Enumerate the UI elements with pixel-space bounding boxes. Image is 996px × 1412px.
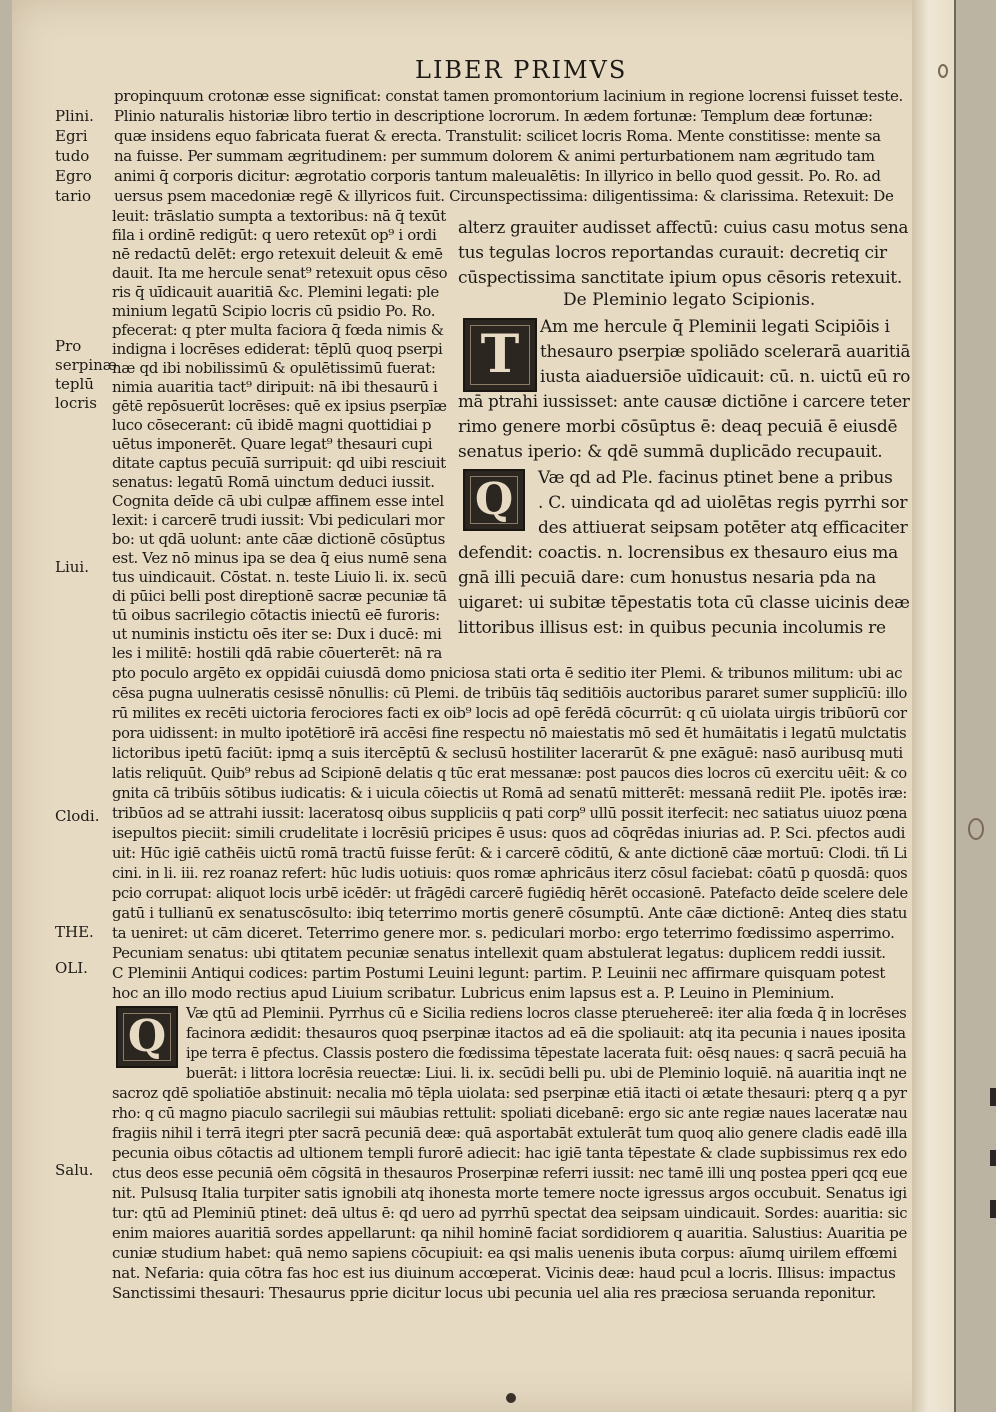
edge-mark	[990, 1200, 996, 1218]
gutter	[912, 0, 954, 1412]
text-line: fila i ordinē redigūt: q uero retexūt op⁹ i ordi	[112, 226, 437, 244]
text-line: nē redactū delēt: ergo retexuit deleuit & emē	[112, 245, 443, 263]
text-line: pto poculo argēto ex oppidāi cuiusdā domo pniciosa stati orta ē seditio iter Plemi. & tribunos militum: ubi ac	[112, 664, 903, 682]
text-line: Am me hercule q̄ Pleminii legati Scipiōis i	[540, 317, 890, 337]
margin-note: Pro	[55, 337, 82, 355]
text-line: defendit: coactis. n. locrensibus ex thesauro eius ma	[458, 543, 898, 563]
text-line: alterz grauiter audisset affectū: cuius casu motus sena	[458, 218, 909, 238]
margin-note: Egro	[55, 167, 92, 185]
text-line: Cognita deīde cā ubi culpæ affinem esse intel	[112, 492, 444, 510]
text-line: est. Vez nō minus ipa se dea q̄ eius numē sena	[112, 549, 447, 567]
text-line: luco cōsecerant: cū ibidē magni quottidiai p	[112, 416, 432, 434]
text-line: fragiis nihil i terrā itegri pter sacrā pecuniā deæ: quā asportabāt extulerāt tum quoq alio genere cladis eadē illa	[112, 1124, 908, 1142]
wormhole	[938, 64, 948, 78]
wormhole	[968, 818, 984, 840]
text-line: rimo genere morbi cōsūptus ē: deaq pecuiā ē eiusdē	[458, 417, 898, 437]
text-line: ut numinis instictu oēs iter se: Dux i ducē: mi	[112, 625, 442, 643]
text-line: pfecerat: q pter multa faciora q̄ fœda nimis &	[112, 321, 444, 339]
margin-note: tudo	[55, 147, 90, 165]
margin-note: Plini.	[55, 107, 94, 125]
text-line: . C. uindicata qd ad uiolētas regis pyrrhi sor	[538, 493, 908, 513]
text-line: ipe terra ē pfectus. Classis postero die fœdissima tēpestate lacerata fuit: oēsq naues: q sacrā pecuiā ha	[186, 1044, 907, 1062]
text-line: senatus iperio: & qdē summā duplicādo recupauit.	[458, 442, 883, 462]
margin-note: serpinæ	[55, 356, 117, 374]
text-line: ris q̄ uīdicauit auaritiā &c. Plemini legati: ple	[112, 283, 439, 301]
text-line: isepultos pieciit: simili crudelitate i locrēsiū pricipes ē usus: quos ad cōqrēdas iniurias ad. P. Sci. pfectos audi	[112, 824, 906, 842]
text-line: C Pleminii Antiqui codices: partim Postumi Leuini legunt: partim. P. Leuinii nec affirmare quisquam potest	[112, 964, 886, 982]
margin-note: THE.	[55, 923, 94, 941]
margin-note: Salu.	[55, 1161, 94, 1179]
text-line: ditate captus pecuīā surripuit: qd uibi resciuit	[112, 454, 446, 472]
text-line: cini. in li. iii. rez roanaz refert: hūc ludis uotiuis: quos romæ aphricāus iterz cōsul faciebat: cōatū p quosdā: quos	[112, 864, 908, 882]
text-line: uigaret: ui subitæ tēpestatis tota cū classe uicinis deæ	[458, 593, 910, 613]
margin-note: teplū	[55, 375, 94, 393]
text-line: leuit: trāslatio sumpta a textoribus: nā q̄ texūt	[112, 207, 446, 225]
ink-blot	[506, 1393, 516, 1403]
text-line: rū milites ex recēti uictoria ferociores facti ex oib⁹ locis ad opē ferēdā cōcurrūt: q cū uiolata uirgis tribūorū cor	[112, 704, 907, 722]
edge-mark	[990, 1088, 996, 1106]
decorated-initial	[116, 1006, 178, 1068]
text-line: buerāt: i littora locrēsia reuectæ: Liui. li. ix. secūdi belli pu. ubi de Pleminio loquiē. nā auaritia inqt ne	[186, 1064, 907, 1082]
margin-note: Liui.	[55, 558, 89, 576]
text-line: na fuisse. Per summam ægritudinem: per summum dolorem & animi perturbationem nam ægritudo tam	[114, 147, 875, 165]
initial-letter: T	[480, 324, 520, 385]
text-line: ctus deos esse pecuniā oēm cōgsitā in thesauros Proserpinæ referri iussit: nec tamē illi unq postea pperi qcq eue	[112, 1164, 908, 1182]
text-line: des attiuerat seipsam potēter atq efficaciter	[538, 518, 908, 538]
text-line: gnā illi pecuiā dare: cum honustus nesaria pda na	[458, 568, 877, 588]
text-line: cēsa pugna uulneratis cesissē nōnullis: cū Plemi. de tribūis tāq seditiōis auctoribus pararet sumer supplicīū: illo	[112, 684, 908, 702]
text-line: Sanctissimi thesauri: Thesaurus pprie dicitur locus ubi pecunia uel alia res præciosa seruanda reponitur.	[112, 1284, 876, 1302]
page-edge	[954, 0, 956, 1412]
text-line: gnita cā tribūis sōtibus iudicatis: & i uicula cōiectis ut Romā ad senatū mitterēt: messanā rediit Ple. ipotēs iræ:	[112, 784, 908, 802]
text-line: dauit. Ita me hercule senat⁹ retexuit opus cēso	[112, 264, 448, 282]
running-header: LIBER PRIMVS	[415, 56, 628, 84]
text-line: quæ insidens equo fabricata fuerat & erecta. Transtulit: scilicet locris Roma. Mente constitisse: mente sa	[114, 127, 881, 145]
text-line: enim maiores auaritiā sordes appellarunt: qa nihil hominē faciat sordidiorem q auaritia. Salustius: Auaritia pe	[112, 1224, 907, 1242]
text-line: tū oibus sacrilegio cōtactis iniectū eē furoris:	[112, 606, 440, 624]
section-heading: De Pleminio legato Scipionis.	[563, 290, 816, 310]
margin-note: OLI.	[55, 959, 88, 977]
text-line: tribūos ad se attrahi iussit: laceratosq oibus suppliciis q pati corp⁹ ullū possit iterfecit: nec satiatus uiuoz pœna	[112, 804, 908, 822]
text-line: næ qd ibi nobilissimū & opulētissimū fuerat:	[112, 359, 436, 377]
text-line: Plinio naturalis historiæ libro tertio in descriptione locrorum. In ædem fortunæ: Templum deæ fortunæ:	[114, 107, 873, 125]
margin-note: tario	[55, 187, 91, 205]
text-line: Væ qd ad Ple. facinus ptinet bene a pribus	[538, 468, 893, 488]
decorated-initial	[463, 469, 525, 531]
text-line: sacroz qdē spoliatiōe abstinuit: necalia mō tēpla uiolata: sed pserpinæ etiā itacti oi ætate thesauri: pterq q a pyr	[112, 1084, 907, 1102]
margin-note: Clodi.	[55, 807, 100, 825]
text-line: Pecuniam senatus: ubi qtitatem pecuniæ senatus intellexit quam abstulerat legatus: duplicem reddi iussit.	[112, 944, 886, 962]
text-line: ta ueniret: ut cām diceret. Teterrimo genere mor. s. pediculari morbo: ergo teterrimo fœdissimo asperrimo.	[112, 924, 895, 942]
text-line: senatus: legatū Romā uinctum deduci iussit.	[112, 473, 435, 491]
text-line: lictoribus ipetū faciūt: ipmq a suis itercēptū & seclusū hostiliter lacerarūt & pne exāguē: nasō auribusq muti	[112, 744, 903, 762]
text-line: indigna i locrēses ediderat: tēplū quoq pserpi	[112, 340, 443, 358]
text-line: mā ptrahi iussisset: ante causæ dictiōne i carcere teter	[458, 392, 910, 412]
edge-mark	[990, 1150, 996, 1166]
text-line: les i militē: hostili qdā rabie cōuerterēt: nā ra	[112, 644, 442, 662]
text-line: littoribus illisus est: in quibus pecunia incolumis re	[458, 618, 886, 638]
margin-note: Egri	[55, 127, 88, 145]
text-line: hoc an illo modo rectius apud Liuium scribatur. Lubricus enim lapsus est a. P. Leuino in Pleminium.	[112, 984, 835, 1002]
text-line: pecunia oibus cōtactis ad ultionem templi furorē adiecit: hac igiē tanta tēpestate & clade supbissimus rex edo	[112, 1144, 907, 1162]
text-line: gatū i tullianū ex senatuscōsulto: ibiq teterrimo mortis generē cōsumptū. Ante cāæ dictionē: Anteq dies statu	[112, 904, 908, 922]
text-line: tur: qtū ad Pleminiū ptinet: deā ultus ē: qd uero ad pyrrhū spectat dea seipsam uindicauit. Sordes: auaritia: sic	[112, 1204, 908, 1222]
text-line: cuniæ studium habet: quā nemo sapiens cōcupiuit: ea qsi malis uenenis ibuta corpus: aīumq uirilem effœmi	[112, 1244, 897, 1262]
text-line: di pūici belli post direptionē sacræ pecuniæ tā	[112, 587, 447, 605]
text-line: Væ qtū ad Pleminii. Pyrrhus cū e Sicilia rediens locros classe pteruehereē: iter alia fœda q̄ in locrēses	[186, 1004, 907, 1022]
initial-letter: Q	[474, 474, 514, 525]
text-line: lexit: i carcerē trudi iussit: Vbi pediculari mor	[112, 511, 445, 529]
text-line: uersus psem macedoniæ regē & illyricos fuit. Circunspectissima: diligentissima: & clarissima. Retexuit: De	[114, 187, 894, 205]
text-line: uētus imponerēt. Quare legat⁹ thesauri cupi	[112, 435, 433, 453]
text-line: nit. Pulsusq Italia turpiter satis ignobili atq ihonesta morte temere nocte igressus argos occubuit. Senatus igi	[112, 1184, 907, 1202]
text-line: tus uindicauit. Cōstat. n. teste Liuio li. ix. secū	[112, 568, 447, 586]
text-line: cūspectissima sanctitate ipium opus cēsoris retexuit.	[458, 268, 903, 288]
margin-note: locris	[55, 394, 97, 412]
text-line: animi q̄ corporis dicitur: ægrotatio corporis tantum maleualētis: In illyrico in bello quod gessit. Po. Ro. ad	[114, 167, 881, 185]
text-line: bo: ut qdā uolunt: ante cāæ dictionē cōsūptus	[112, 530, 445, 548]
text-line: uit: Hūc igiē cathēis uictū romā tractū fuisse ferūt: & i carcerē cōditū, & ante dictionē cāæ mortuū: Clodi. tñ Li	[112, 844, 908, 862]
text-line: pora uidissent: in multo ipotētiorē irā accēsi fine respectu nō maiestatis mō sed ēt humāitatis i legatū mulctatis	[112, 724, 907, 742]
initial-letter: Q	[127, 1011, 167, 1062]
text-line: latis reliquūt. Quib⁹ rebus ad Scipionē delatis q tūc erat messanæ: post paucos dies locros cū exercitu uēit: & co	[112, 764, 907, 782]
decorated-initial	[463, 318, 537, 392]
text-line: gētē repōsuerūt locrēses: quē ex ipsius pserpīæ	[112, 397, 447, 415]
text-line: thesauro pserpiæ spoliādo scelerarā auaritiā	[540, 342, 911, 362]
text-line: rho: q cū magno piaculo sacrilegii sui māubias rettulit: spoliati dicebanē: ergo sic ante regiæ naues laceratæ nau	[112, 1104, 908, 1122]
text-line: propinquum crotonæ esse significat: constat tamen promontorium lacinium in regione locrensi fuisset teste.	[114, 87, 903, 105]
text-line: iusta aiaduersiōe uīdicauit: cū. n. uictū eū ro	[540, 367, 911, 387]
text-line: tus tegulas locros reportandas curauit: decretiq cir	[458, 243, 887, 263]
text-line: minium legatū Scipio locris cū psidio Po. Ro.	[112, 302, 436, 320]
text-line: pcio corrupat: aliquot locis urbē icēdēr: ut frāgēdi carcerē fugiēdiq hērēt occasionē. Patefacto deīde scelere dele	[112, 884, 908, 902]
text-line: facinora ædidit: thesauros quoq pserpinæ itactos ad eā die spoliauit: atq ita pecunia i naues iposita	[186, 1024, 906, 1042]
text-line: nimia auaritia tact⁹ diripuit: nā ibi thesaurū i	[112, 378, 438, 396]
text-line: nat. Nefaria: quia cōtra fas hoc est ius diuinum accœperat. Vicinis deæ: haud pcul a locris. Illisus: impactus	[112, 1264, 896, 1282]
